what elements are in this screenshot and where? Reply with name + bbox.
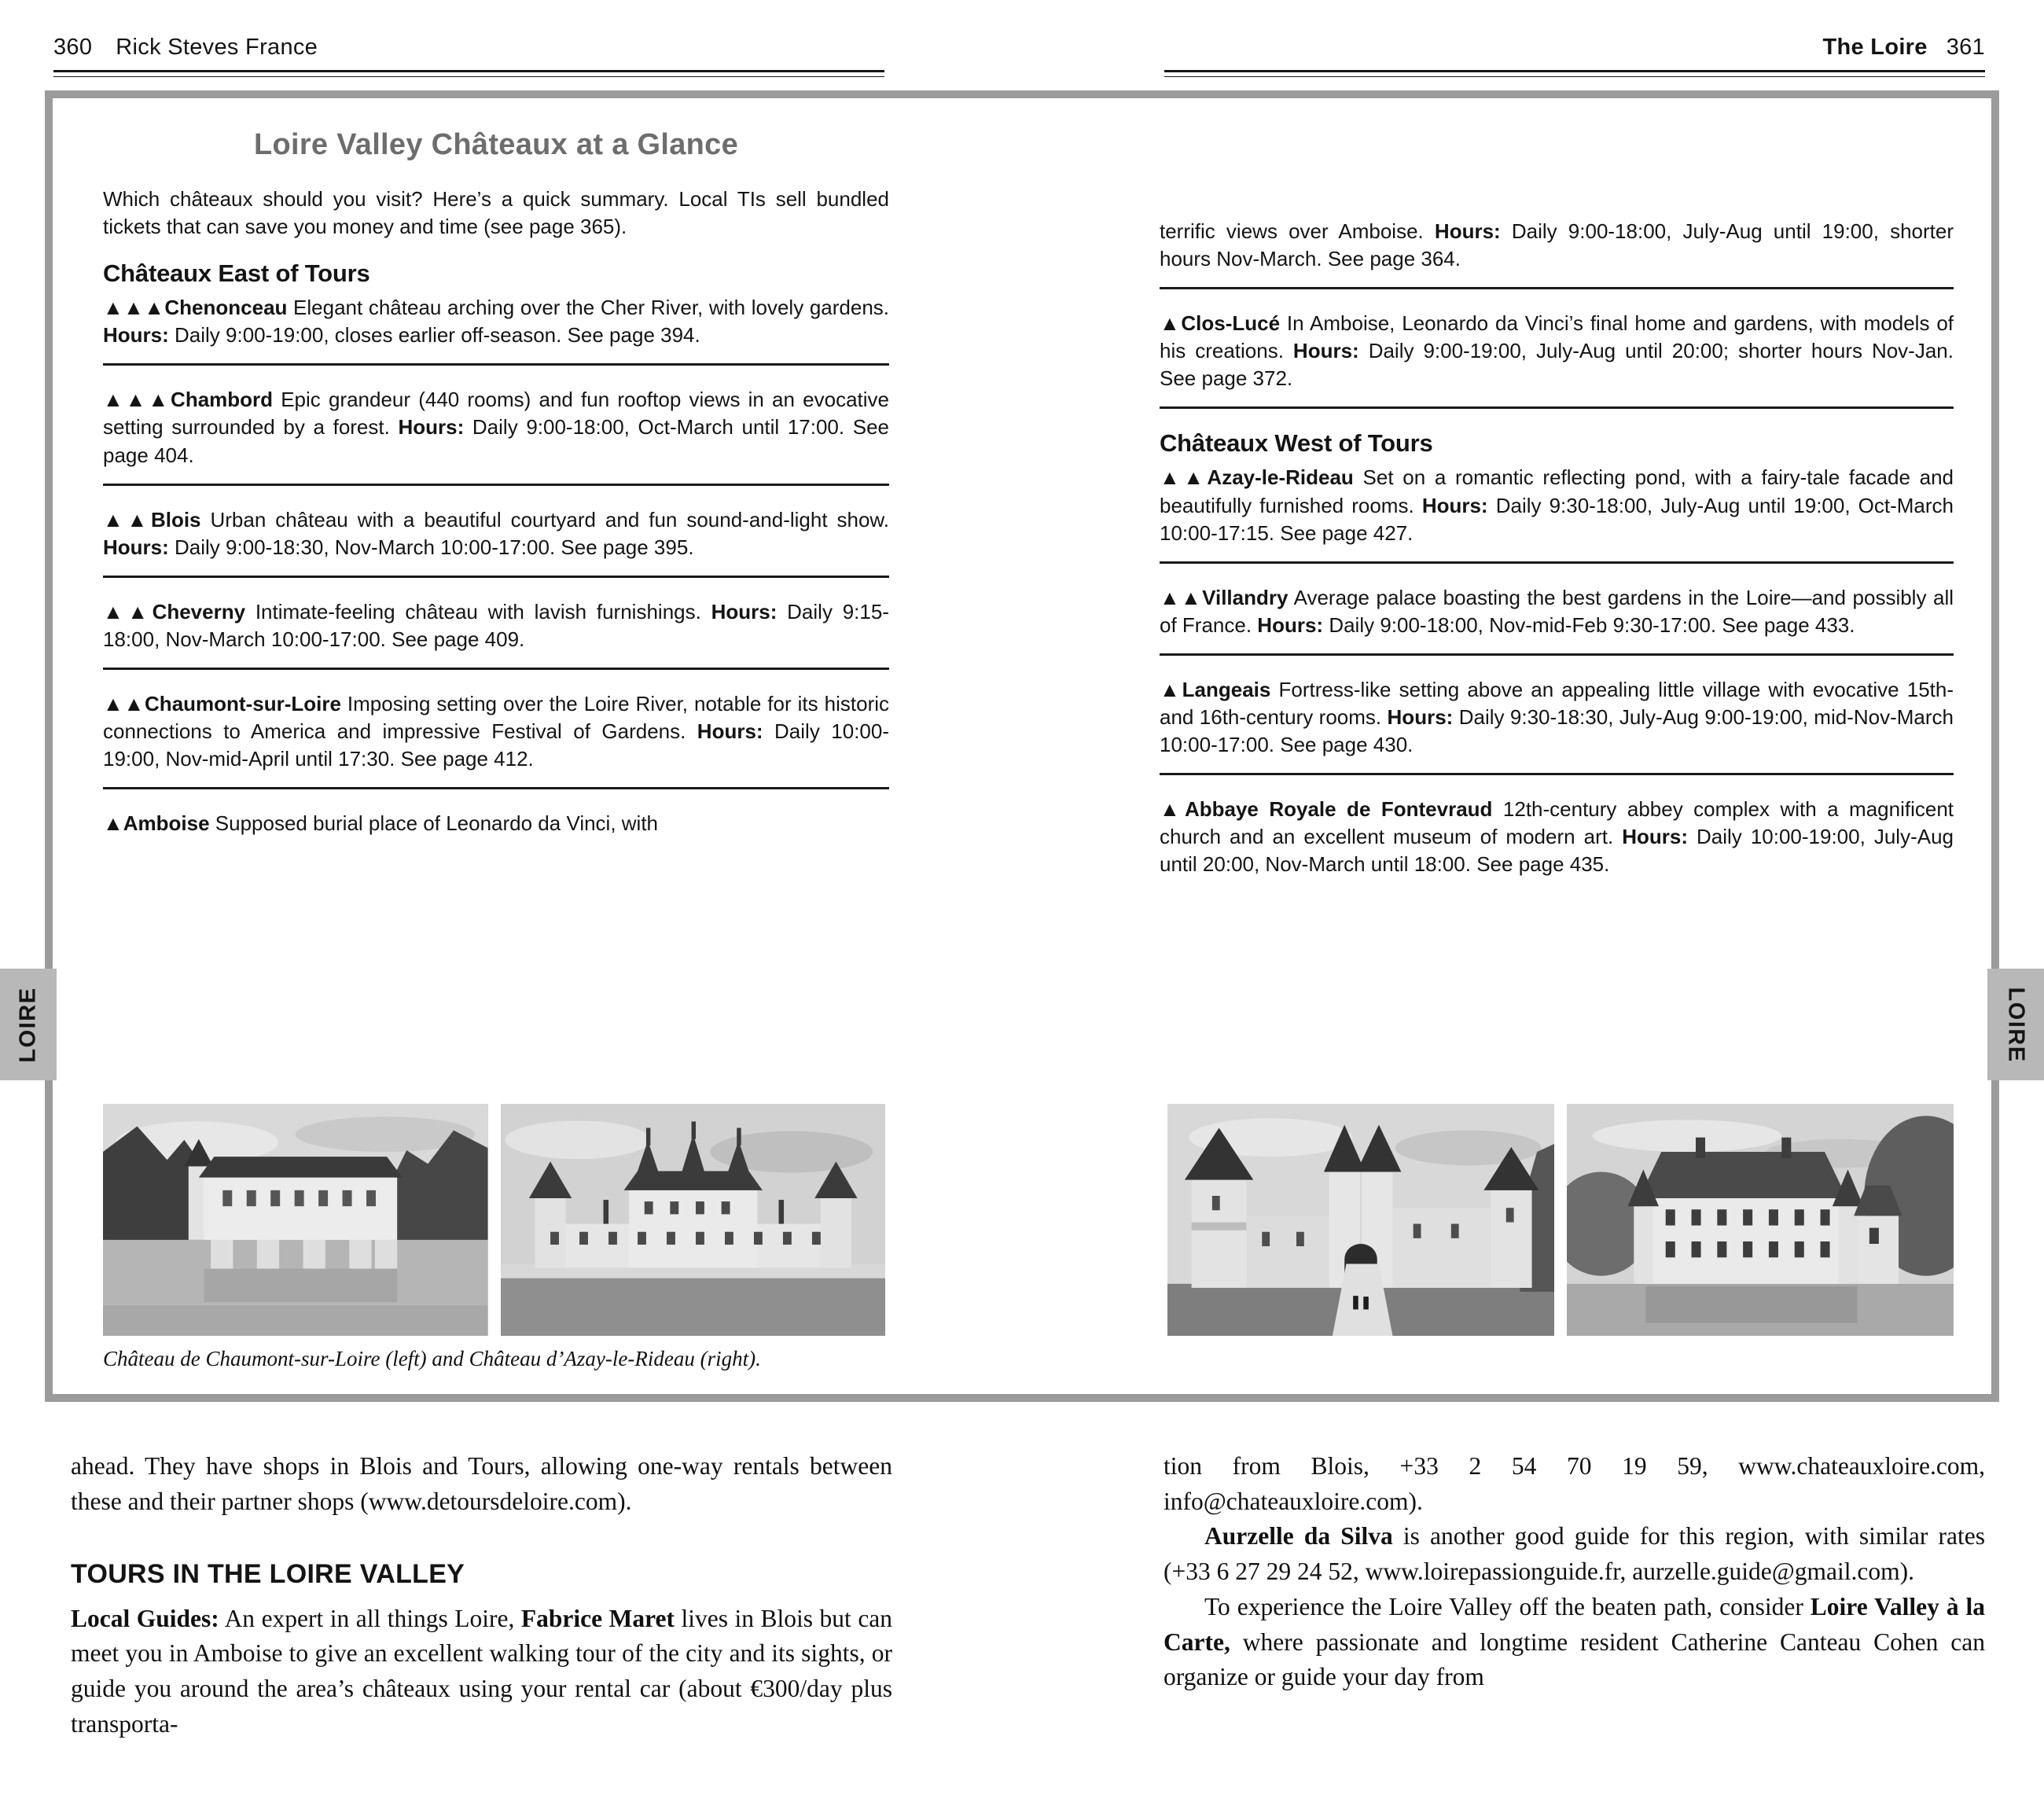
hours-label: Hours: [398,415,465,440]
rating-stars: ▲▲ [103,599,153,623]
chambord-illustration [501,1104,886,1336]
glance-left-column [103,125,889,1098]
chateau-hours: Daily 9:15-18:00, Nov-March 10:00-17:00. See page 409. [103,599,889,651]
rating-stars: ▲ [1160,311,1182,336]
heading-tours-loire-valley: TOURS IN THE LOIRE VALLEY [71,1559,465,1590]
chateau-name: Cheverny [152,599,246,623]
guide-name: Aurzelle da Silva [1204,1522,1393,1550]
chateau-hours: Daily 9:00-18:30, Nov-March 10:00-17:00. See page 395. [175,535,694,559]
chateau-desc: Set on a romantic reflecting pond, with a fairy-tale facade and beautifully furnished rooms. [1160,465,1954,517]
chateau-hours: Daily 9:30-18:00, July-Aug until 19:00, Oct-March 10:00-17:15. See page 427. [1160,493,1954,545]
rating-stars: ▲▲▲ [103,296,165,320]
photo-caption: Château de Chaumont-sur-Loire (left) and Château d’Azay-le-Rideau (right). [103,1347,761,1370]
entry-blois [103,506,889,561]
local-guides-label: Local Guides: [71,1604,219,1632]
body-left-column [71,1449,892,1742]
hours-label: Hours: [103,323,169,348]
heading-east-of-tours: Châteaux East of Tours [103,259,370,288]
chateau-name: Chaumont-sur-Loire [145,692,341,716]
chateau-desc: Average palace boasting the best gardens in the Loire—and possibly all of France. [1160,585,1954,637]
chaumont-illustration [1167,1104,1554,1336]
entry-cheverny [103,598,889,653]
chateau-name: Langeais [1182,677,1271,701]
page-gutter [885,1104,1167,1336]
hours-label: Hours: [697,719,763,744]
chateau-name: Chenonceau [164,296,288,320]
rating-stars: ▲ [103,811,123,836]
left-page-header [53,35,884,77]
chateau-name: Azay-le-Rideau [1207,465,1354,490]
hours-label: Hours: [103,535,169,559]
entry-divider [1160,287,1954,289]
body-right-column [1164,1449,1985,1742]
chateau-desc: Imposing setting over the Loire River, notable for its historic connections to America and impressive Festival of Gardens. [103,692,890,744]
chateau-hours: Daily 10:00-19:00, July-Aug until 20:00, Nov-March until 18:00. See page 435. [1160,825,1954,877]
chateau-desc: In Amboise, Leonardo da Vinci’s final home and gardens, with models of his creations. [1160,311,1954,363]
entry-divider [103,576,889,578]
chateau-hours: Daily 9:00-18:00, Nov-mid-Feb 9:30-17:00. See page 433. [1329,612,1855,637]
azay-illustration [1567,1104,1954,1336]
chateau-name: Chambord [171,388,274,412]
chateau-desc: Supposed burial place of Leonardo da Vinci, with [215,811,659,836]
body-text: where passionate and longtime resident Catherine Canteau Cohen can organize or guide your day from [1164,1628,1985,1691]
rating-stars: ▲▲ [103,692,145,716]
chenonceau-illustration [103,1104,488,1336]
chateau-hours: Daily 9:00-18:00, Oct-March until 17:00. See page 404. [103,415,889,467]
entry-abbaye-fontevraud [1160,796,1954,878]
photo-chaumont [1167,1104,1554,1336]
hours-label: Hours: [711,599,778,623]
chateau-name: Clos-Lucé [1181,311,1281,336]
section-tab-loire-left [0,969,57,1080]
chateau-hours: Daily 9:30-18:30, July-Aug 9:00-19:00, mid-Nov-March 10:00-17:00. See page 430. [1160,705,1954,757]
rating-stars: ▲▲ [103,507,151,531]
section-tab-loire-right [1987,969,2044,1080]
entry-divider [103,787,889,789]
entry-divider [103,363,889,366]
chateau-desc: Elegant château arching over the Cher River, with lovely gardens. [293,296,890,320]
body-text: is another good guide for this region, with similar rates (+33 6 27 29 24 52, www.loirepassionguide.fr, aurzelle.guide@gmail.com). [1164,1522,1985,1586]
entry-chaumont-sur-loire [103,690,889,773]
entry-divider [1160,653,1954,656]
chateau-name: Abbaye Royale de Fontevraud [1184,797,1493,822]
rating-stars: ▲ [1160,677,1182,701]
entry-langeais [1160,676,1954,759]
entry-clos-luce [1160,310,1954,392]
chateau-hours: Daily 9:00-19:00, closes earlier off-season. See page 394. [175,323,700,348]
hours-label: Hours: [1257,612,1324,637]
chateau-name: Villandry [1202,585,1289,609]
tour-company-name: Loire Valley à la Carte, [1164,1592,1986,1656]
body-paragraph [1164,1519,1985,1589]
tab-label: LOIRE [15,986,41,1063]
photo-chenonceau [103,1104,488,1336]
entry-amboise [103,810,889,837]
chapter-title: The Loire [1822,35,1928,60]
photo-chambord [501,1104,886,1336]
guide-name: Fabrice Maret [520,1604,675,1632]
box-title: Loire Valley Châteaux at a Glance [253,128,739,161]
header-rule-left [53,70,884,77]
hours-label: Hours: [1421,493,1488,517]
chateau-desc: Intimate-feeling château with lavish furnishings. [255,599,701,623]
rating-stars: ▲▲▲ [103,388,171,412]
book-title: Rick Steves France [116,35,318,60]
chateau-desc: 12th-century abbey complex with a magnificent church and an excellent museum of modern art. [1160,797,1954,849]
body-paragraph [71,1602,892,1742]
tab-label: LOIRE [2003,986,2029,1063]
body-paragraph: ahead. They have shops in Blois and Tours, allowing one-way rentals between these and their partner shops (www.detoursdeloire.com). [71,1452,892,1515]
hours-label: Hours: [1292,339,1359,363]
header-rule-right [1164,70,1985,77]
chateau-desc: Fortress-like setting above an appealing little village with evocative 15th- and 16th-century rooms. [1160,677,1954,730]
heading-west-of-tours: Châteaux West of Tours [1160,429,1433,458]
chateau-desc: Epic grandeur (440 rooms) and fun rooftop views in an evocative setting surrounded by a forest. [103,388,889,440]
rating-stars: ▲▲ [1160,465,1208,490]
right-page-number: 361 [1946,35,1985,60]
rating-stars: ▲ [1160,797,1185,822]
hours-label: Hours: [1622,825,1688,849]
entry-divider [1160,406,1954,409]
chateaux-glance-box [45,90,1999,1402]
chateau-hours: Daily 9:00-18:00, July-Aug until 19:00, shorter hours Nov-March. See page 364. [1160,219,1954,271]
hours-label: Hours: [1387,705,1454,730]
left-page-photos [103,1104,885,1336]
chateau-desc: Urban château with a beautiful courtyard and fun sound-and-light show. [210,507,889,531]
right-page-photos [1167,1104,1954,1336]
body-text-columns [71,1449,1985,1742]
photo-azay-le-rideau [1567,1104,1954,1336]
entry-chenonceau [103,294,889,349]
chateau-name: Amboise [123,811,210,836]
entry-divider [103,484,889,486]
glance-right-column [1160,125,1954,1098]
entry-amboise-continued [1160,218,1954,273]
entry-chambord [103,386,889,469]
body-paragraph [1164,1590,1985,1695]
photo-row [103,1104,1954,1336]
box-intro: Which châteaux should you visit? Here’s a quick summary. Local TIs sell bundled tickets that can save you money and time (see page 365). [103,187,889,239]
chateau-desc: terrific views over Amboise. [1160,219,1424,243]
glance-columns [103,125,1954,1098]
entry-divider [1160,561,1954,564]
left-page-number: 360 [53,35,93,60]
chateau-hours: Daily 10:00-19:00, Nov-mid-April until 17:30. See page 412. [103,719,889,771]
entry-villandry [1160,584,1954,639]
hours-label: Hours: [1434,219,1501,243]
body-paragraph: tion from Blois, +33 2 54 70 19 59, www.chateauxloire.com, info@chateauxloire.com). [1164,1452,1985,1515]
body-text: lives in Blois but can meet you in Amboise to give an excellent walking tour of the city and its sights, or guide you around the area’s châteaux using your rental car (about €300/day plus transporta- [71,1604,893,1738]
entry-divider [1160,773,1954,775]
body-text: To experience the Loire Valley off the beaten path, consider [1204,1592,1803,1620]
chateau-name: Blois [150,507,201,531]
body-text: An expert in all things Loire, [224,1604,515,1632]
right-page-header [1164,35,1985,77]
rating-stars: ▲▲ [1160,585,1203,609]
chateau-hours: Daily 9:00-19:00, July-Aug until 20:00; shorter hours Nov-Jan. See page 372. [1160,339,1954,391]
entry-divider [103,668,889,670]
entry-azay-le-rideau [1160,464,1954,546]
